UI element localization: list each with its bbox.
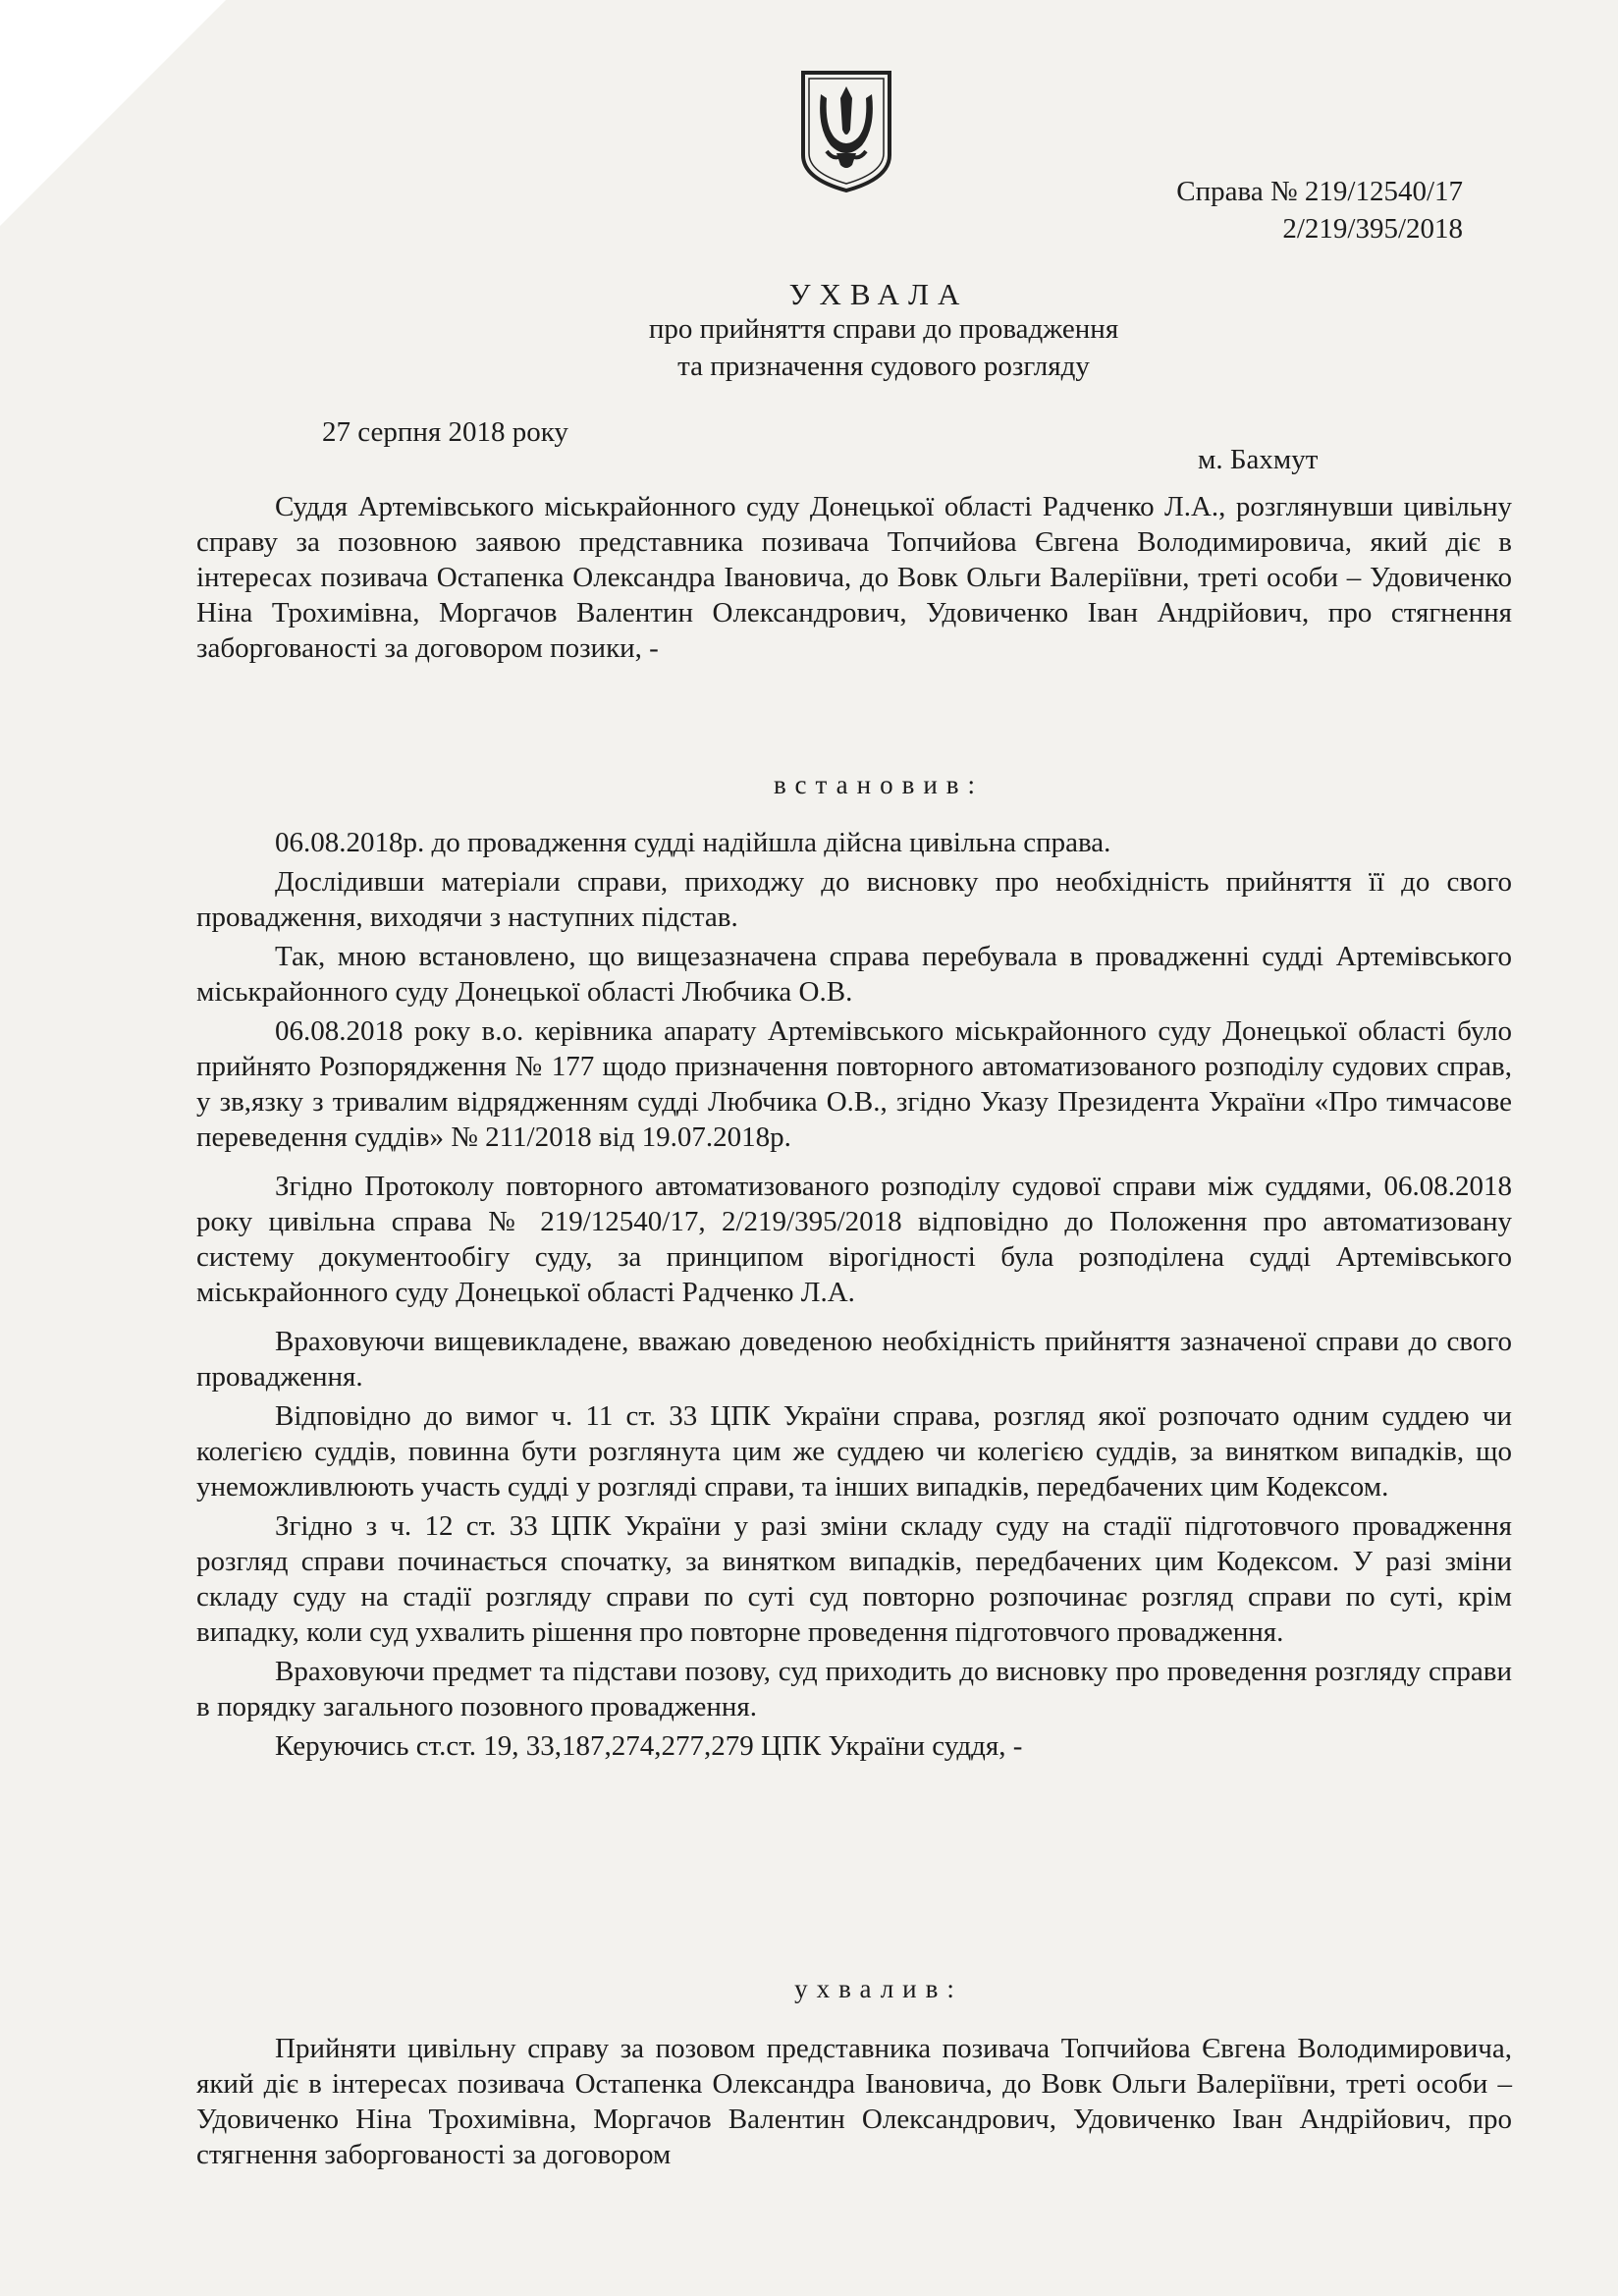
body-paragraph: Згідно Протоколу повторного автоматизованого розподілу судової справи між суддями, 06.08.2018 року цивільна справа № 219/12540/17, 2/219/395/2018 відповідно до Положення про автоматизовану систему документообігу суду, за принципом вірогідності була розподілена судді Артемівського міськрайонного суду Донецької області Радченко Л.А. bbox=[196, 1171, 1512, 1308]
case-number-block bbox=[1080, 173, 1463, 247]
body-paragraph: Враховуючи предмет та підстави позову, суд приходить до висновку про проведення розгляду справи в порядку загального позовного провадження. bbox=[196, 1656, 1512, 1722]
document-city: м. Бахмут bbox=[1198, 444, 1319, 475]
section-ruled-heading: ухвалив: bbox=[794, 1974, 963, 2003]
folded-corner bbox=[0, 0, 226, 226]
intro-paragraph: Суддя Артемівського міськрайонного суду Донецької області Радченко Л.А., розглянувши цивільну справу за позовною заявою представника позивача Топчийова Євгена Володимировича, який діє в інтересах позивача Остапенка Олександра Івановича, до Вовк Ольги Валеріївни, треті особи – Удовиченко Ніна Трохимівна, Моргачов Валентин Олександрович, Удовиченко Іван Андрійович, про стягнення заборгованості за договором позики, - bbox=[196, 491, 1512, 664]
body-paragraph: Дослідивши матеріали справи, приходжу до висновку про необхідність прийняття її до свого провадження, виходячи з наступних підстав. bbox=[196, 866, 1512, 933]
case-number: Справа № 219/12540/17 bbox=[1176, 176, 1463, 207]
established-body bbox=[196, 825, 1512, 1768]
body-paragraph: Враховуючи вищевикладене, вважаю доведеною необхідність прийняття зазначеної справи до свого провадження. bbox=[196, 1326, 1512, 1393]
subtitle-line-1: про прийняття справи до провадження bbox=[648, 313, 1119, 345]
ruling-paragraph: Прийняти цивільну справу за позовом представника позивача Топчийова Євгена Володимировича, який діє в інтересах позивача Остапенка Олександра Івановича, до Вовк Ольги Валеріївни, треті особи – Удовиченко Ніна Трохимівна, Моргачов Валентин Олександрович, Удовиченко Іван Андрійович, про стягнення заборгованості за договором bbox=[196, 2033, 1512, 2170]
tryzub-coat-of-arms-icon bbox=[797, 69, 895, 192]
intro-paragraph-block bbox=[196, 489, 1512, 666]
body-paragraph: Згідно з ч. 12 ст. 33 ЦПК України у разі зміни складу суду на стадії підготовчого провадження розгляд справи починається спочатку, за винятком випадків, передбачених цим Кодексом. У разі зміни складу суду на стадії розгляду справи по суті суд повторно розпочинає розгляд справи по суті, крім випадку, коли суд ухвалить рішення про повторне проведення підготовчого провадження. bbox=[196, 1510, 1512, 1648]
body-paragraph: Відповідно до вимог ч. 11 ст. 33 ЦПК України справа, розгляд якої розпочато одним суддею чи колегією суддів, повинна бути розглянута цим же суддею чи колегією суддів, за винятком випадків, що унеможливлюють участь судді у розгляді справи, та інших випадків, передбачених цим Кодексом. bbox=[196, 1400, 1512, 1503]
section-established-heading: встановив: bbox=[773, 770, 985, 799]
body-paragraph: 06.08.2018р. до провадження судді надійшла дійсна цивільна справа. bbox=[275, 827, 1111, 858]
subtitle-line-2: та призначення судового розгляду bbox=[677, 351, 1090, 382]
body-paragraph: Так, мною встановлено, що вищезазначена справа перебувала в провадженні судді Артемівського міськрайонного суду Донецької області Любчика О.В. bbox=[196, 941, 1512, 1008]
case-number-2: 2/219/395/2018 bbox=[1282, 213, 1463, 245]
ruling-body bbox=[196, 2031, 1512, 2172]
document-date: 27 серпня 2018 року bbox=[322, 416, 568, 448]
body-paragraph: Керуючись ст.ст. 19, 33,187,274,277,279 ЦПК України суддя, - bbox=[275, 1730, 1023, 1762]
document-title: УХВАЛА bbox=[788, 277, 969, 311]
body-paragraph: 06.08.2018 року в.о. керівника апарату Артемівського міськрайонного суду Донецької області було прийнято Розпорядження № 177 щодо призначення повторного автоматизованого розподілу судових справ, у зв,язку з тривалим відрядженням судді Любчика О.В., згідно Указу Президента України «Про тимчасове переведення суддів» № 211/2018 від 19.07.2018р. bbox=[196, 1015, 1512, 1153]
document-subtitle bbox=[491, 310, 1276, 385]
